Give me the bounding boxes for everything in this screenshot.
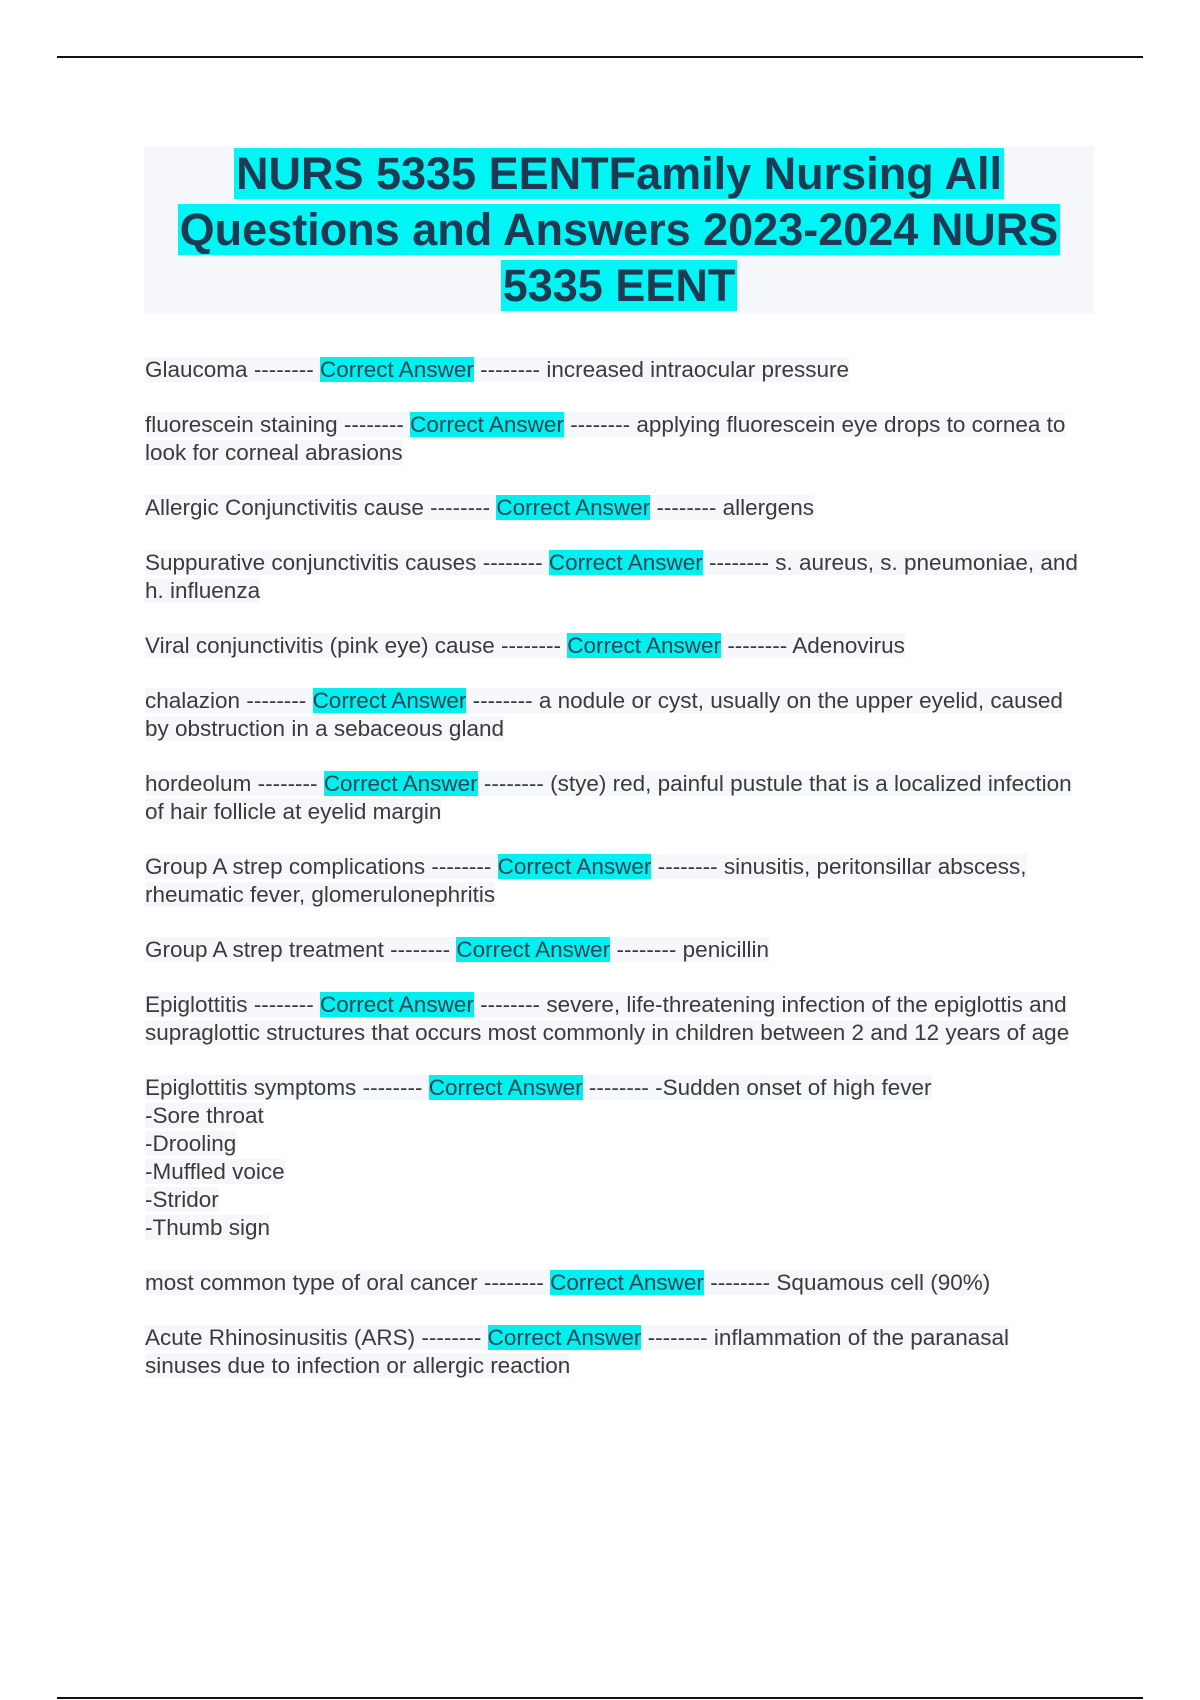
- answer-text: a nodule or cyst, usually on the upper eyelid, caused by obstruction in a sebaceous gland: [145, 688, 1063, 741]
- question-text: Acute Rhinosinusitis (ARS): [145, 1325, 416, 1350]
- qa-item: [145, 991, 1085, 1047]
- qa-item: [145, 853, 1085, 909]
- answer-text: allergens: [722, 495, 814, 520]
- answer-text: applying fluorescein eye drops to cornea to look for corneal abrasions: [145, 412, 1066, 465]
- separator: --------: [480, 992, 541, 1017]
- answer-text: Adenovirus: [792, 633, 905, 658]
- separator: --------: [727, 633, 788, 658]
- question-text: chalazion: [145, 688, 241, 713]
- separator: --------: [431, 854, 492, 879]
- question-text: Epiglottitis symptoms: [145, 1075, 357, 1100]
- correct-answer-label: Correct Answer: [567, 633, 722, 658]
- correct-answer-label: Correct Answer: [487, 1325, 642, 1350]
- separator: --------: [362, 1075, 423, 1100]
- question-text: Suppurative conjunctivitis causes: [145, 550, 477, 575]
- answer-text: severe, life-threatening infection of the epiglottis and supraglottic structures that occurs most commonly in children between 2 and 12 years of age: [145, 992, 1070, 1045]
- answer-text: sinusitis, peritonsillar abscess, rheumatic fever, glomerulonephritis: [145, 854, 1027, 907]
- separator: --------: [480, 357, 541, 382]
- question-text: Viral conjunctivitis (pink eye) cause: [145, 633, 495, 658]
- qa-item: [145, 549, 1085, 605]
- question-text: Group A strep treatment: [145, 937, 384, 962]
- separator: --------: [430, 495, 491, 520]
- separator: --------: [482, 550, 543, 575]
- separator: --------: [483, 771, 544, 796]
- correct-answer-label: Correct Answer: [496, 495, 651, 520]
- answer-text: inflammation of the paranasal sinuses due to infection or allergic reaction: [145, 1325, 1010, 1378]
- separator: --------: [483, 1270, 544, 1295]
- correct-answer-label: Correct Answer: [320, 992, 474, 1017]
- correct-answer-label: Correct Answer: [550, 1270, 704, 1295]
- top-rule: [57, 56, 1143, 58]
- qa-item: [145, 936, 1085, 964]
- bottom-rule: [57, 1697, 1143, 1699]
- correct-answer-label: Correct Answer: [323, 771, 478, 796]
- qa-item: [145, 494, 1085, 522]
- separator: --------: [501, 633, 561, 658]
- question-text: most common type of oral cancer: [145, 1270, 478, 1295]
- question-text: Glaucoma: [145, 357, 248, 382]
- document-title: [144, 146, 1094, 314]
- separator: --------: [656, 495, 717, 520]
- question-text: Allergic Conjunctivitis cause: [145, 495, 424, 520]
- qa-item: [145, 1074, 1085, 1242]
- correct-answer-label: Correct Answer: [312, 688, 467, 713]
- qa-item: [145, 770, 1085, 826]
- question-text: fluorescein staining: [145, 412, 338, 437]
- qa-list: [145, 356, 1085, 1407]
- qa-item: [145, 356, 1085, 384]
- separator: --------: [616, 937, 677, 962]
- separator: --------: [570, 412, 631, 437]
- separator: --------: [588, 1075, 649, 1100]
- question-text: Epiglottitis: [145, 992, 248, 1017]
- qa-item: [145, 411, 1085, 467]
- correct-answer-label: Correct Answer: [548, 550, 703, 575]
- separator: --------: [421, 1325, 482, 1350]
- separator: --------: [710, 1270, 771, 1295]
- correct-answer-label: Correct Answer: [497, 854, 652, 879]
- question-text: Group A strep complications: [145, 854, 426, 879]
- answer-text: (stye) red, painful pustule that is a localized infection of hair follicle at eyelid margin: [145, 771, 1072, 824]
- answer-text: Squamous cell (90%): [776, 1270, 991, 1295]
- separator: --------: [390, 937, 451, 962]
- qa-item: [145, 687, 1085, 743]
- correct-answer-label: Correct Answer: [320, 357, 474, 382]
- title-block: [144, 146, 1094, 314]
- answer-text: penicillin: [682, 937, 769, 962]
- separator: --------: [343, 412, 404, 437]
- correct-answer-label: Correct Answer: [410, 412, 564, 437]
- document-title-text: NURS 5335 EENTFamily Nursing All Questions and Answers 2023-2024 NURS 5335 EENT: [179, 148, 1059, 311]
- qa-item: [145, 1324, 1085, 1380]
- separator: --------: [472, 688, 533, 713]
- qa-item: [145, 1269, 1085, 1297]
- separator: --------: [647, 1325, 708, 1350]
- question-text: hordeolum: [145, 771, 252, 796]
- answer-text: increased intraocular pressure: [546, 357, 849, 382]
- answer-text: s. aureus, s. pneumoniae, and h. influenza: [145, 550, 1078, 603]
- separator: --------: [253, 357, 314, 382]
- correct-answer-label: Correct Answer: [456, 937, 611, 962]
- separator: --------: [253, 992, 314, 1017]
- separator: --------: [657, 854, 718, 879]
- correct-answer-label: Correct Answer: [428, 1075, 583, 1100]
- separator: --------: [246, 688, 307, 713]
- separator: --------: [709, 550, 769, 575]
- answer-text: -Sudden onset of high fever -Sore throat -Drooling -Muffled voice -Stridor -Thumb sign: [145, 1075, 932, 1240]
- separator: --------: [257, 771, 318, 796]
- qa-item: [145, 632, 1085, 660]
